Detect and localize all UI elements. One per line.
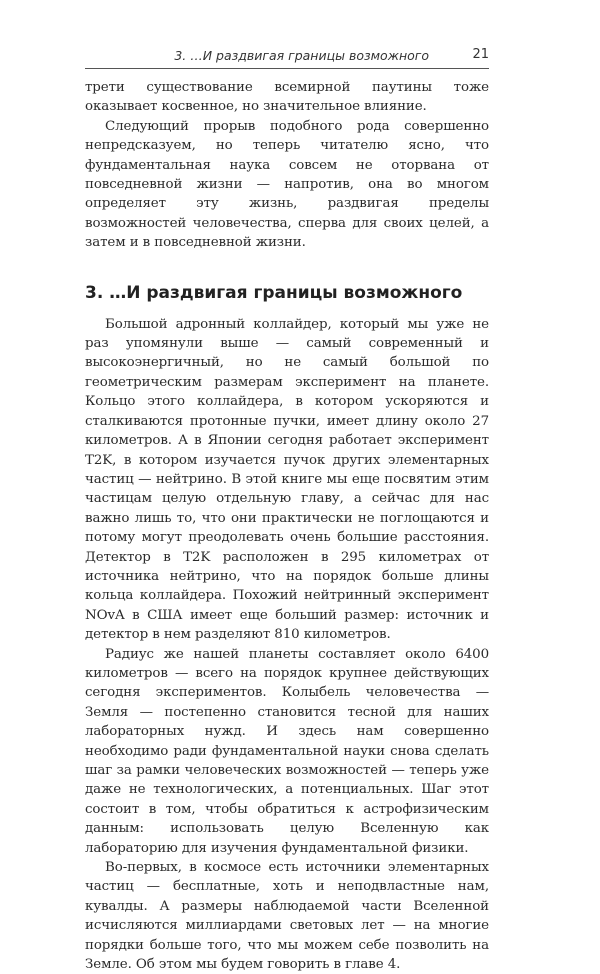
paragraph: Во-первых, в космосе есть источники элементарных частиц — бесплатные, хоть и неподвластные нам, кувалды. А размеры наблюдаемой части Вселенной исчисляются миллиардами световых лет — на многие порядки больше того, что мы можем себе позволить на Земле. Об этом мы будем говорить в главе 4.: [85, 860, 489, 973]
paragraph: Радиус же нашей планеты составляет около 6400 километров — всего на порядок крупнее действующих сегодня экспериментов. Колыбель человечества — Земля — постепенно становится тесной для наших лабораторных нужд. И здесь нам совершенно необходимо ради фундаментальной науки снова сделать шаг за рамки человеческих возможностей — теперь уже даже не технологических, а потенциальных. Шаг этот состоит в том, чтобы обратиться к астрофизическим данным: использовать целую Вселенную как лабораторию для изучения фундаментальной физики.: [85, 646, 489, 856]
section-heading: 3. …И раздвигая границы возможного: [85, 282, 463, 303]
running-head: [85, 44, 489, 69]
paragraph: трети существование всемирной паутины тоже оказывает косвенное, но значительное влияние.: [85, 80, 489, 115]
body-text: [85, 78, 489, 974]
paragraph: Большой адронный коллайдер, который мы уже не раз упомянули выше — самый современный и высокоэнергичный, но не самый большой по геометрическим размерам эксперимент на планете. Кольцо этого коллайдера, в котором ускоряются и сталкиваются протонные пучки, имеет длину около 27 километров. А в Японии сегодня работает эксперимент T2K, в котором изучается пучок других элементарных частиц — нейтрино. В этой книге мы еще посвятим этим частицам целую отдельную главу, а сейчас для нас важно лишь то, что они практически не поглощаются и потому могут преодолевать очень большие расстояния. Детектор в T2K расположен в 295 километрах от источника нейтрино, что на порядок больше длины кольца коллайдера. Похожий нейтринный эксперимент NOvA в США имеет еще больший размер: источник и детектор в нем разделяют 810 километров.: [85, 316, 489, 643]
book-page: [85, 44, 489, 974]
running-head-title: 3. …И раздвигая границы возможного: [174, 48, 429, 63]
paragraph: Следующий прорыв подобного рода совершенно непредсказуем, но теперь читателю ясно, что фундаментальная наука совсем не оторвана от повседневной жизни — напротив, она во многом определяет эту жизнь, раздвигая пределы возможностей человечества, сперва для своих целей, а затем и в повседневной жизни.: [85, 118, 489, 251]
page-number: 21: [472, 47, 489, 62]
